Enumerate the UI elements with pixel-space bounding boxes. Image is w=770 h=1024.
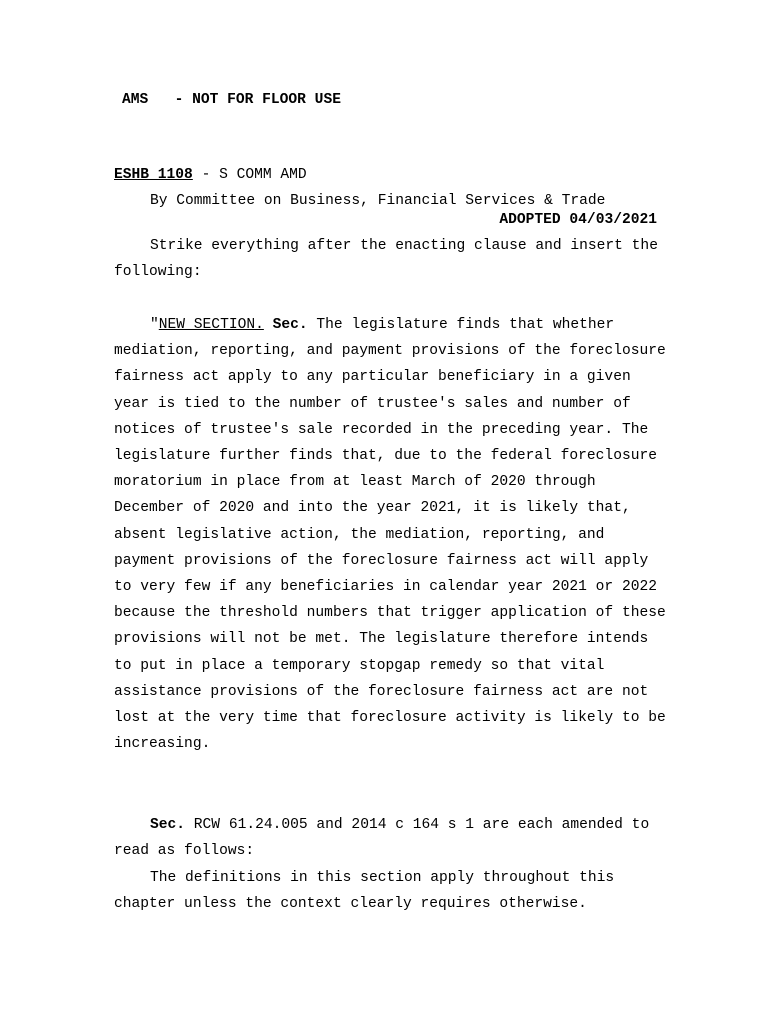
amendment-id-line	[114, 167, 307, 183]
new-section-text: The legislature finds that whether mediation, reporting, and payment provisions of the foreclosure fairness act apply to any particular beneficiary in a given year is tied to the number of trustee's sales and number of notices of trustee's sale recorded in the preceding year. The legislature further finds that, due to the federal foreclosure moratorium in place from at least March of 2020 through December of 2020 and into the year 2021, it is likely that, absent legislative action, the mediation, reporting, and payment provisions of the foreclosure fairness act will apply to very few if any beneficiaries in calendar year 2021 or 2022 because the threshold numbers that trigger application of these provisions will not be met. The legislature therefore intends to put in place a temporary stopgap remedy so that vital assistance provisions of the foreclosure fairness act are not lost at the very time that foreclosure activity is likely to be increasing.	[114, 317, 666, 753]
section-label: Sec.	[272, 317, 308, 333]
header-line	[122, 92, 341, 108]
section-2-paragraph	[114, 812, 674, 864]
new-section-label: NEW SECTION.	[158, 317, 264, 333]
section-2-label: Sec.	[150, 817, 186, 833]
amendment-type: - S COMM AMD	[192, 167, 307, 183]
definitions-block	[114, 865, 674, 917]
header-notice: - NOT FOR FLOOR USE	[174, 92, 341, 108]
strike-paragraph-block	[114, 233, 674, 285]
definitions-paragraph: The definitions in this section apply throughout this chapter unless the context clearly requires otherwise.	[114, 870, 615, 913]
header-prefix: AMS	[122, 92, 149, 108]
bill-number: ESHB 1108	[114, 167, 193, 183]
new-section-block	[114, 312, 674, 757]
section-2-text: RCW 61.24.005 and 2014 c 164 s 1 are each amended to read as follows:	[114, 817, 650, 860]
opening-quote: "	[150, 317, 159, 333]
strike-paragraph: Strike everything after the enacting clause and insert the following:	[114, 238, 658, 281]
section-2-block	[114, 812, 674, 864]
new-section-paragraph	[114, 312, 674, 757]
adopted-date: ADOPTED 04/03/2021	[499, 212, 657, 228]
committee-line: By Committee on Business, Financial Services & Trade	[150, 193, 606, 209]
